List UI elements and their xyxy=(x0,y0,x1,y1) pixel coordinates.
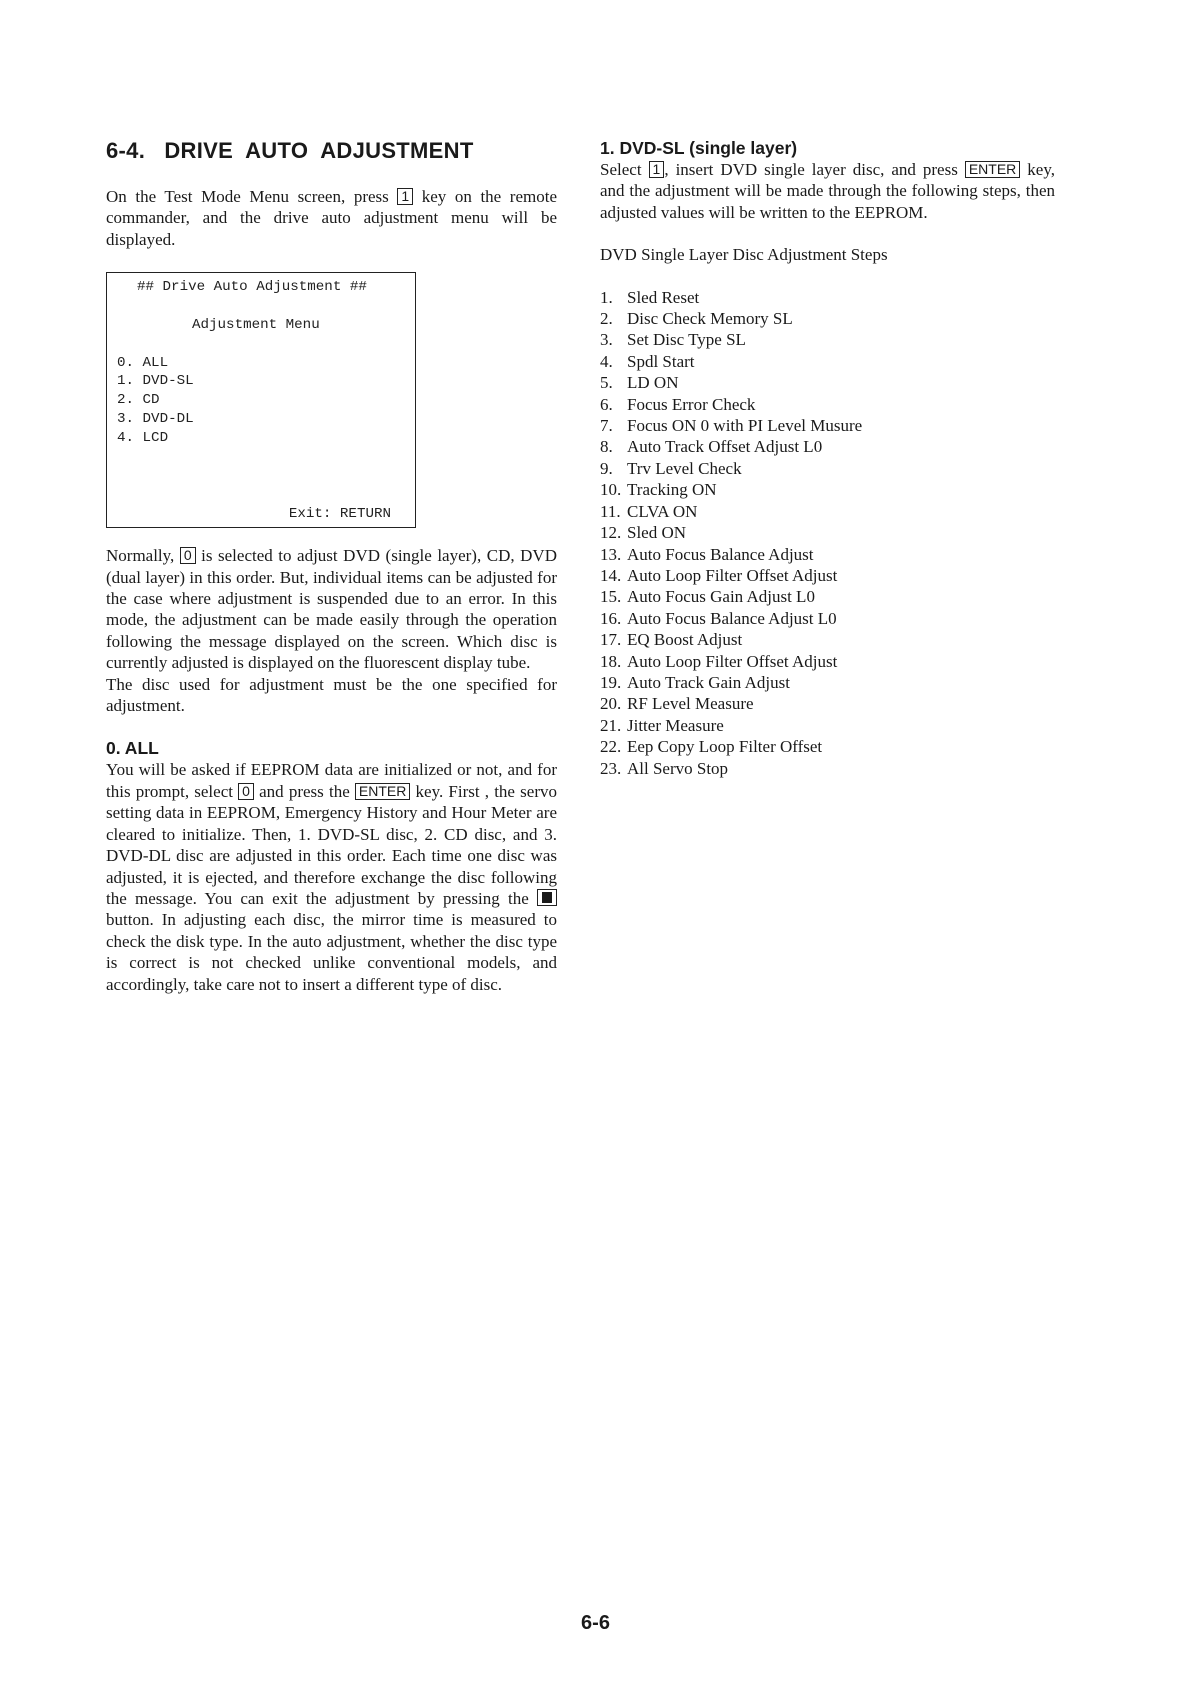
list-item xyxy=(600,522,1055,543)
step-label: Set Disc Type SL xyxy=(627,330,746,350)
step-number: 21. xyxy=(600,715,622,735)
step-number: 10. xyxy=(600,480,622,500)
list-item xyxy=(600,758,1055,779)
step-number: 17. xyxy=(600,630,622,650)
list-item xyxy=(600,715,1055,736)
list-item xyxy=(600,501,1055,522)
step-label: Disc Check Memory SL xyxy=(627,309,793,329)
enter-key: ENTER xyxy=(355,783,410,800)
dvd-sl-text-3: key, and the adjustment will be made through the following steps, then adjusted values will be written to the EEPROM. xyxy=(600,160,1055,222)
step-label: Eep Copy Loop Filter Offset xyxy=(627,737,823,757)
step-number: 11. xyxy=(600,501,621,521)
step-label: Focus Error Check xyxy=(627,394,756,414)
all-text-4: button. In adjusting each disc, the mirror time is measured to check the disk type. In the auto adjustment, whether the disc type is correct is not checked unlike conventional models, and accordingly, take care not to insert a different type of disc. xyxy=(106,910,557,994)
list-item xyxy=(600,436,1055,457)
step-number: 22. xyxy=(600,737,622,757)
screen-footer: Exit: RETURN xyxy=(288,506,391,523)
step-number: 1. xyxy=(600,287,613,307)
screen-subheader: Adjustment Menu xyxy=(192,317,320,334)
step-label: Sled ON xyxy=(627,523,687,543)
step-number: 3. xyxy=(600,330,613,350)
section-number: 6-4. xyxy=(106,138,146,163)
list-item xyxy=(600,415,1055,436)
step-label: Tracking ON xyxy=(627,480,717,500)
screen-header: ## Drive Auto Adjustment ## xyxy=(137,279,367,296)
list-item xyxy=(600,651,1055,672)
step-number: 18. xyxy=(600,651,622,671)
left-column xyxy=(106,138,557,995)
step-number: 9. xyxy=(600,458,613,478)
dvd-sl-text-2: , insert DVD single layer disc, and press xyxy=(664,160,965,179)
menu-item-dvd-dl: 3. DVD-DL xyxy=(117,411,194,428)
key-0-all: 0 xyxy=(238,783,254,800)
all-text-2: and press the xyxy=(253,781,355,801)
step-number: 6. xyxy=(600,394,613,414)
intro-text-1: On the Test Mode Menu screen, press xyxy=(106,187,398,206)
step-number: 2. xyxy=(600,309,613,329)
step-label: EQ Boost Adjust xyxy=(627,630,743,650)
step-label: Auto Loop Filter Offset Adjust xyxy=(627,565,838,585)
list-item xyxy=(600,565,1055,586)
step-label: Auto Track Gain Adjust xyxy=(627,672,790,692)
adjustment-menu-screen xyxy=(106,272,416,528)
step-label: RF Level Measure xyxy=(627,694,754,714)
step-number: 15. xyxy=(600,587,622,607)
step-label: Auto Focus Balance Adjust L0 xyxy=(627,608,837,628)
normally-text-1: Normally, xyxy=(106,546,180,566)
list-item xyxy=(600,544,1055,565)
dvd-sl-heading: 1. DVD-SL (single layer) xyxy=(600,138,798,158)
section-title: DRIVE AUTO ADJUSTMENT xyxy=(164,138,474,163)
list-item xyxy=(600,351,1055,372)
disc-note: The disc used for adjustment must be the one specified for adjustment. xyxy=(106,674,557,716)
key-0: 0 xyxy=(180,547,196,564)
list-item xyxy=(600,394,1055,415)
normally-paragraph xyxy=(106,545,557,673)
right-column xyxy=(600,138,1055,779)
intro-paragraph xyxy=(106,186,557,250)
all-text-3: key. First , the servo setting data in EEPROM, Emergency History and Hour Meter are cleared to initialize. Then, 1. DVD-SL disc, 2. CD disc, and 3. DVD-DL disc are adjusted in this order. Each time one disc was adjusted, it is ejected, and therefore exchange the disc following the message. You can exit the adjustment by pressing the xyxy=(106,781,557,908)
step-number: 19. xyxy=(600,672,622,692)
page-number: 6-6 xyxy=(581,1612,610,1634)
step-number: 23. xyxy=(600,758,622,778)
intro-text-2: key on the remote commander, and the drive auto adjustment menu will be displayed. xyxy=(106,187,557,249)
step-number: 13. xyxy=(600,544,622,564)
step-number: 8. xyxy=(600,437,613,457)
menu-item-lcd: 4. LCD xyxy=(117,430,169,447)
key-1: 1 xyxy=(397,188,413,205)
step-number: 14. xyxy=(600,565,622,585)
step-label: Auto Loop Filter Offset Adjust xyxy=(627,651,838,671)
step-number: 5. xyxy=(600,373,613,393)
step-label: Trv Level Check xyxy=(627,458,742,478)
all-heading: 0. ALL xyxy=(106,738,159,759)
stop-icon xyxy=(537,889,557,906)
adjustment-steps-list xyxy=(600,287,1055,779)
list-item xyxy=(600,287,1055,308)
step-label: Auto Focus Balance Adjust xyxy=(627,544,814,564)
list-item xyxy=(600,329,1055,350)
step-label: Auto Track Offset Adjust L0 xyxy=(627,437,823,457)
enter-key-dvd-sl: ENTER xyxy=(965,161,1020,178)
all-paragraph xyxy=(106,759,557,994)
step-label: Auto Focus Gain Adjust L0 xyxy=(627,587,815,607)
step-number: 16. xyxy=(600,608,622,628)
list-item xyxy=(600,736,1055,757)
dvd-sl-text-1: Select xyxy=(600,160,649,179)
list-item xyxy=(600,629,1055,650)
step-label: Sled Reset xyxy=(627,287,700,307)
step-number: 20. xyxy=(600,694,622,714)
list-item xyxy=(600,608,1055,629)
step-label: Spdl Start xyxy=(627,351,695,371)
step-label: All Servo Stop xyxy=(627,758,729,778)
step-number: 4. xyxy=(600,351,613,371)
step-label: Focus ON 0 with PI Level Musure xyxy=(627,416,863,436)
step-label: LD ON xyxy=(627,373,679,393)
menu-item-all: 0. ALL xyxy=(117,355,169,372)
list-item xyxy=(600,372,1055,393)
all-text-1: You will be asked if EEPROM data are initialized or not, and for this prompt, select xyxy=(106,760,557,801)
step-label: Jitter Measure xyxy=(627,715,724,735)
normally-text-2: is selected to adjust DVD (single layer), CD, DVD (dual layer) in this order. But, individual items can be adjusted for the case where adjustment is suspended due to an error. In this mode, the adjustment can be made easily through the operation following the message displayed on the screen. Which disc is currently adjusted is displayed on the fluorescent display tube. xyxy=(106,546,557,673)
steps-heading: DVD Single Layer Disc Adjustment Steps xyxy=(600,245,888,265)
key-1-dvd-sl: 1 xyxy=(649,161,665,178)
step-number: 12. xyxy=(600,523,622,543)
dvd-sl-paragraph xyxy=(600,159,1055,223)
list-item xyxy=(600,693,1055,714)
menu-item-dvd-sl: 1. DVD-SL xyxy=(117,373,194,390)
step-label: CLVA ON xyxy=(627,501,698,521)
section-heading xyxy=(106,138,557,164)
step-number: 7. xyxy=(600,416,613,436)
list-item xyxy=(600,458,1055,479)
list-item xyxy=(600,672,1055,693)
list-item xyxy=(600,308,1055,329)
list-item xyxy=(600,479,1055,500)
list-item xyxy=(600,586,1055,607)
menu-item-cd: 2. CD xyxy=(117,392,160,409)
